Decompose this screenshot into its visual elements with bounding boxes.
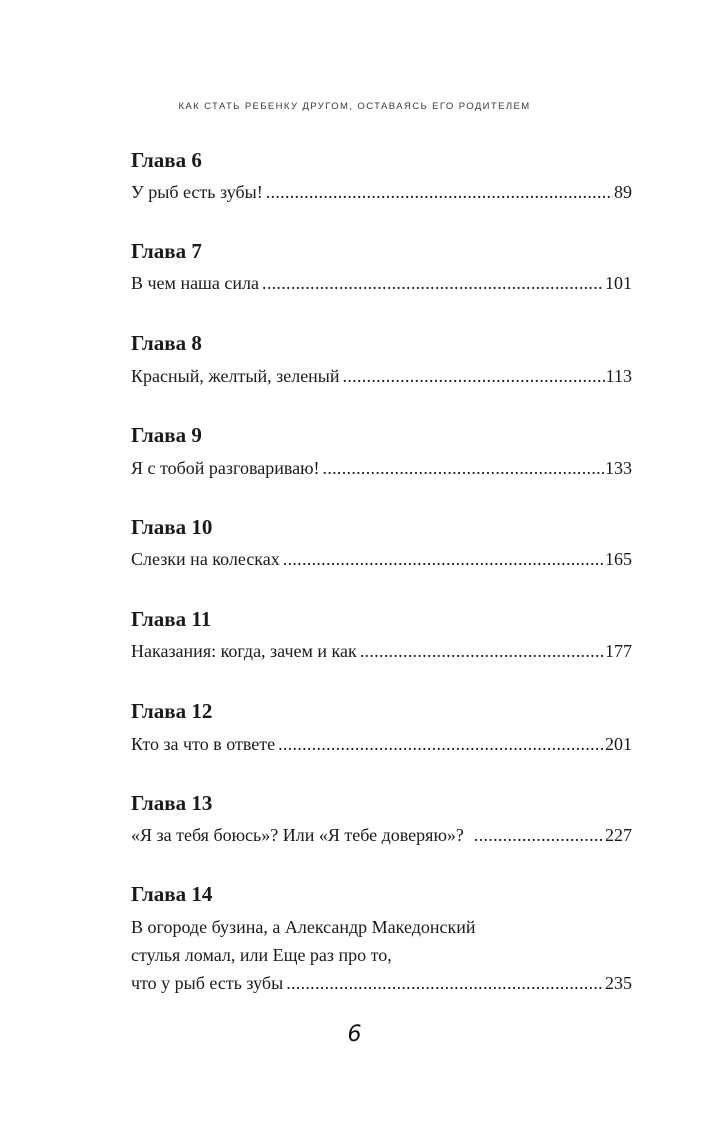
entry-page-number: 227	[605, 825, 632, 845]
dot-leader	[262, 271, 604, 295]
chapter-title: Глава 11	[131, 607, 212, 631]
toc-entry-6[interactable]	[131, 180, 632, 204]
chapter-title: Глава 12	[131, 699, 213, 723]
dot-leader	[283, 547, 604, 571]
entry-page-number: 133	[605, 458, 632, 478]
chapter-title: Глава 14	[131, 882, 213, 906]
chapter-8-title	[131, 331, 632, 355]
toc-entry-13[interactable]	[131, 823, 632, 847]
chapter-7-title	[131, 239, 632, 263]
toc-entry-9[interactable]	[131, 456, 632, 480]
dot-leader	[278, 732, 604, 756]
toc-entry-8[interactable]	[131, 364, 632, 388]
entry-page-number: 235	[605, 973, 632, 993]
entry-title: В чем наша сила	[131, 273, 260, 293]
chapter-11-title	[131, 607, 632, 631]
entry-title: что у рыб есть зубы	[131, 973, 284, 993]
dot-leader	[323, 456, 604, 480]
chapter-13-title	[131, 791, 632, 815]
chapter-12-title	[131, 699, 632, 723]
entry-title: Кто за что в ответе	[131, 734, 276, 754]
entry-title-line-2: стулья ломал, или Еще раз про то,	[131, 945, 392, 965]
chapter-6-title	[131, 148, 632, 172]
entry-title: Наказания: когда, зачем и как	[131, 641, 357, 661]
entry-title: Красный, желтый, зеленый	[131, 366, 340, 386]
chapter-10-title	[131, 515, 632, 539]
entry-title: Я с тобой разговариваю!	[131, 458, 320, 478]
chapter-title: Глава 7	[131, 239, 202, 263]
toc-entry-14[interactable]	[131, 915, 632, 995]
chapter-title: Глава 8	[131, 331, 202, 355]
chapter-title: Глава 6	[131, 148, 202, 172]
chapter-14-title	[131, 882, 632, 906]
dot-leader	[343, 364, 605, 388]
dot-leader	[266, 180, 613, 204]
entry-title-line-1: В огороде бузина, а Александр Македонский	[131, 917, 476, 937]
entry-title: У рыб есть зубы!	[131, 182, 263, 202]
dot-leader	[360, 639, 604, 663]
running-head: КАК СТАТЬ РЕБЕНКУ ДРУГОМ, ОСТАВАЯСЬ ЕГО РОДИТЕЛЕМ	[178, 101, 531, 112]
chapter-9-title	[131, 423, 632, 447]
entry-page-number: 177	[605, 641, 632, 661]
toc-entry-11[interactable]	[131, 639, 632, 663]
entry-page-number: 113	[605, 366, 632, 386]
dot-leader	[474, 823, 604, 847]
entry-page-number: 89	[614, 182, 632, 202]
entry-page-number: 201	[605, 734, 632, 754]
entry-title: «Я за тебя боюсь»? Или «Я тебе доверяю»?	[131, 825, 464, 845]
chapter-title: Глава 9	[131, 423, 202, 447]
entry-page-number: 165	[605, 549, 632, 569]
toc-entry-12[interactable]	[131, 732, 632, 756]
entry-title: Слезки на колесках	[131, 549, 280, 569]
toc-entry-10[interactable]	[131, 547, 632, 571]
page-number: 6	[347, 1022, 362, 1047]
toc-entry-7[interactable]	[131, 271, 632, 295]
dot-leader	[286, 971, 604, 995]
entry-page-number: 101	[605, 273, 632, 293]
chapter-title: Глава 10	[131, 515, 213, 539]
chapter-title: Глава 13	[131, 791, 213, 815]
